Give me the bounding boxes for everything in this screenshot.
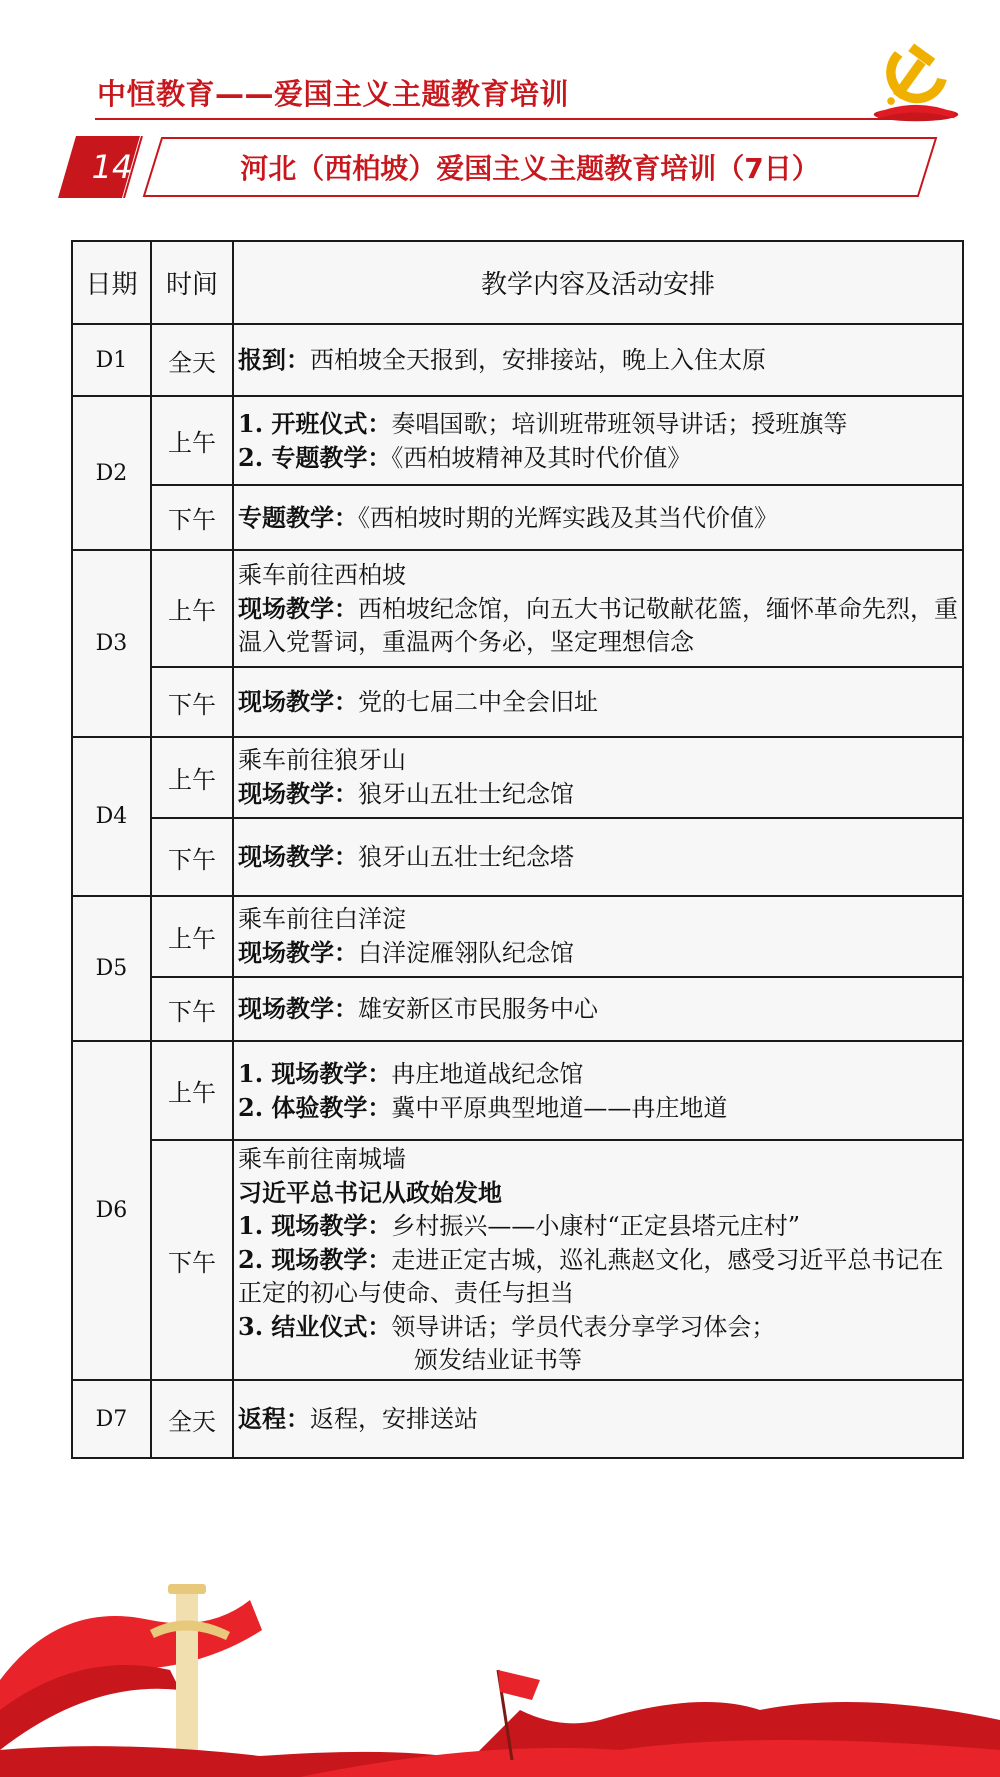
time-label: 下午 [151,1140,233,1380]
activity-text: 西柏坡全天报到，安排接站，晚上入住太原 [310,346,766,374]
activity-text: 《西柏坡精神及其时代价值》 [391,443,692,472]
time-label: 上午 [151,737,233,818]
time-label: 下午 [151,818,233,896]
time-label: 全天 [151,1380,233,1458]
activity-text: 乘车前往狼牙山 [238,746,406,774]
activity-cell [233,896,963,977]
day-label: D3 [72,550,151,737]
activity-cell [233,485,963,550]
day-label: D7 [72,1380,151,1458]
page-subtitle: 河北（西柏坡）爱国主义主题教育培训（7日） [240,152,820,185]
activity-text: 狼牙山五壮士纪念塔 [358,843,574,871]
time-label: 全天 [151,324,233,396]
activity-cell [233,1041,963,1140]
activity-cell [233,1140,963,1380]
activity-text: 乘车前往西柏坡 [238,560,406,589]
table-header-row [72,241,963,324]
day-label: D5 [72,896,151,1041]
activity-label: 现场教学： [238,938,358,967]
activity-label: 现场教学： [238,779,358,808]
time-label: 上午 [151,396,233,485]
party-emblem-icon [868,30,964,126]
day-label: D2 [72,396,151,550]
table-row [72,737,963,818]
activity-text: 冀中平原典型地道——冉庄地道 [391,1093,728,1122]
activity-cell [233,977,963,1041]
table-row [72,1140,963,1380]
activity-label: 习近平总书记从政始发地 [238,1178,502,1207]
header-date: 日期 [72,241,151,324]
brand-title: 中恒教育——爱国主义主题教育培训 [97,77,570,111]
activity-label: 1. 开班仪式： [238,408,392,438]
activity-label: 现场教学： [238,593,358,623]
activity-label: 专题教学： [238,502,358,532]
activity-cell [233,324,963,396]
table-row [72,667,963,737]
table-row [72,896,963,977]
activity-text: 狼牙山五壮士纪念馆 [358,780,574,808]
activity-text: 党的七届二中全会旧址 [358,688,598,716]
time-label: 下午 [151,485,233,550]
time-label: 下午 [151,667,233,737]
activity-text: 乡村振兴——小康村“正定县塔元庄村” [391,1212,800,1240]
activity-text: 领导讲话；学员代表分享学习体会； [391,1313,776,1341]
activity-label: 1. 现场教学： [238,1058,392,1088]
activity-label: 返程： [238,1404,310,1433]
activity-label: 现场教学： [238,687,358,716]
activity-label: 2. 专题教学： [238,442,392,472]
activity-text: 白洋淀雁翎队纪念馆 [358,939,574,967]
table-row [72,550,963,667]
activity-cell [233,737,963,818]
section-number: 14 [91,148,133,186]
activity-label: 现场教学： [238,842,358,871]
activity-text: 返程，安排送站 [310,1405,478,1433]
header-rule [95,118,925,120]
activity-text: 走进正定古城，巡礼燕赵文化，感受习近平总书记在正定的初心与使命、责任与担当 [238,1246,944,1307]
table-row [72,818,963,896]
table-row [72,1041,963,1140]
activity-cell [233,396,963,485]
day-label: D4 [72,737,151,896]
activity-label: 2. 体验教学： [238,1092,392,1122]
header-content: 教学内容及活动安排 [233,241,963,324]
activity-label: 1. 现场教学： [238,1211,392,1240]
time-label: 下午 [151,977,233,1041]
activity-cell [233,818,963,896]
activity-text: 乘车前往南城墙 [238,1145,406,1173]
table-row [72,324,963,396]
time-label: 上午 [151,1041,233,1140]
table-row [72,977,963,1041]
table-row [72,1380,963,1458]
day-label: D1 [72,324,151,396]
activity-text: 《西柏坡时期的光辉实践及其当代价值》 [358,503,778,532]
activity-text: 奏唱国歌；培训班带班领导讲话；授班旗等 [391,409,848,438]
activity-cell [233,667,963,737]
activity-text: 乘车前往白洋淀 [238,905,406,933]
activity-text: 颁发结业证书等 [414,1346,582,1374]
table-row [72,485,963,550]
activity-label: 3. 结业仪式： [238,1312,392,1341]
footer-banner [0,1560,1000,1777]
table-row [72,396,963,485]
activity-label: 2. 现场教学： [238,1245,392,1274]
header-time: 时间 [151,241,233,324]
day-label: D6 [72,1041,151,1380]
activity-label: 报到： [238,345,310,374]
time-label: 上午 [151,550,233,667]
activity-text: 冉庄地道战纪念馆 [391,1059,584,1088]
activity-text: 雄安新区市民服务中心 [358,995,598,1023]
activity-cell [233,1380,963,1458]
activity-cell [233,550,963,667]
schedule-table [71,240,964,1459]
activity-label: 现场教学： [238,994,358,1023]
time-label: 上午 [151,896,233,977]
activity-text: 西柏坡纪念馆，向五大书记敬献花篮，缅怀革命先烈，重温入党誓词，重温两个务必，坚定理想信念 [238,594,958,656]
